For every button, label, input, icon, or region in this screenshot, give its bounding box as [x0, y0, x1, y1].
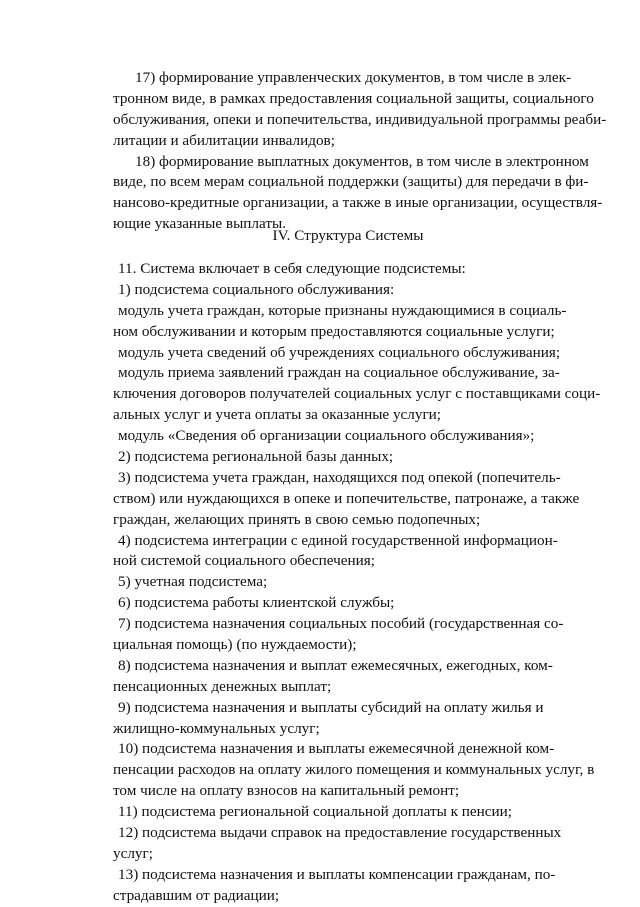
text-line: циальная помощь) (по нуждаемости); [113, 636, 357, 654]
text-line: модуль учета граждан, которые признаны нуждающимися в социаль- [118, 301, 567, 319]
text-line: обслуживания, опеки и попечительства, индивидуальной программы реаби- [113, 110, 607, 128]
text-line: нансово-кредитные организации, а также в иные организации, осуществля- [113, 194, 603, 212]
text-line: 13) подсистема назначения и выплаты компенсации гражданам, по- [118, 865, 556, 883]
text-line: граждан, желающих принять в свою семью подопечных; [113, 510, 481, 528]
text-line: услуг; [113, 844, 153, 862]
text-line: 5) учетная подсистема; [118, 573, 268, 591]
text-line: 10) подсистема назначения и выплаты ежемесячной денежной ком- [118, 740, 555, 758]
section-body [113, 259, 601, 907]
text-line: 11) подсистема региональной социальной доплаты к пенсии; [118, 803, 512, 821]
section-heading: IV. Структура Системы [272, 227, 424, 244]
text-line: пенсационных денежных выплат; [113, 677, 332, 695]
text-line: ющие указанные выплаты. [113, 215, 286, 233]
text-line: литации и абилитации инвалидов; [113, 131, 335, 149]
text-line: 18) формирование выплатных документов, в том числе в электронном [135, 152, 589, 170]
section-top [113, 68, 607, 235]
text-line: модуль приема заявлений граждан на социальное обслуживание, за- [118, 364, 560, 382]
text-line: страдавшим от радиации; [113, 886, 280, 904]
text-line: альных услуг и учета оплаты за оказанные услуги; [113, 406, 442, 424]
text-line: ной системой социального обеспечения; [113, 552, 376, 570]
text-line: тронном виде, в рамках предоставления социальной защиты, социального [113, 89, 594, 107]
text-line: 11. Система включает в себя следующие подсистемы: [118, 260, 466, 277]
text-line: 3) подсистема учета граждан, находящихся под опекой (попечитель- [118, 468, 561, 486]
text-line: пенсации расходов на оплату жилого помещения и коммунальных услуг, в [113, 761, 595, 779]
text-line: ном обслуживании и которым предоставляются социальные услуги; [113, 322, 555, 340]
text-line: 8) подсистема назначения и выплат ежемесячных, ежегодных, ком- [118, 656, 553, 674]
text-line: 2) подсистема региональной базы данных; [118, 448, 394, 466]
text-line: виде, по всем мерам социальной поддержки (защиты) для передачи в фи- [113, 173, 589, 191]
text-line: 6) подсистема работы клиентской службы; [118, 594, 395, 612]
text-line: модуль учета сведений об учреждениях социального обслуживания; [118, 343, 561, 361]
text-line: ключения договоров получателей социальных услуг с поставщиками соци- [113, 385, 601, 403]
text-line: модуль «Сведения об организации социального обслуживания»; [118, 427, 535, 445]
text-line: жилищно-коммунальных услуг; [113, 719, 320, 737]
text-line: 12) подсистема выдачи справок на предоставление государственных [118, 824, 562, 842]
text-line: ством) или нуждающихся в опеке и попечительстве, патронаже, а также [113, 489, 580, 507]
text-line: 9) подсистема назначения и выплаты субсидий на оплату жилья и [118, 698, 544, 716]
text-line: 17) формирование управленческих документов, в том числе в элек- [135, 69, 572, 86]
text-line: 7) подсистема назначения социальных пособий (государственная со- [118, 615, 564, 633]
text-line: 4) подсистема интеграции с единой государственной информацион- [118, 531, 558, 549]
text-line: 1) подсистема социального обслуживания: [118, 280, 395, 298]
text-line: том числе на оплату взносов на капитальный ремонт; [113, 782, 460, 800]
